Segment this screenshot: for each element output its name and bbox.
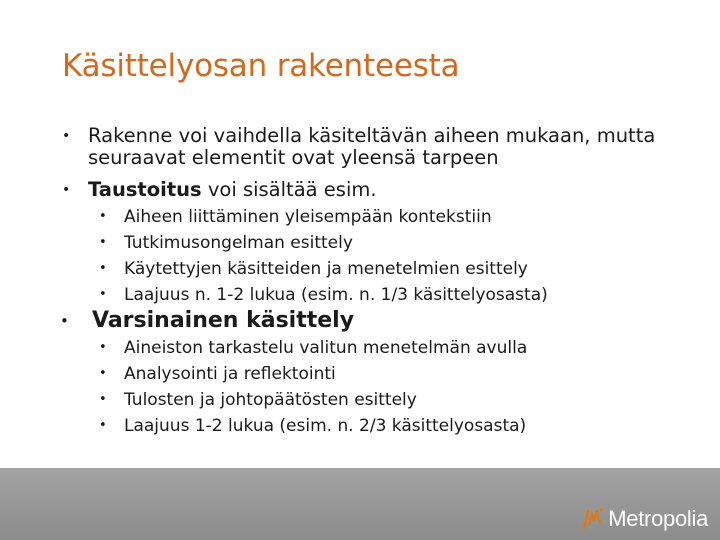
bullet-dot: •: [99, 287, 107, 302]
bullet-dot: •: [99, 209, 107, 224]
section1-item-text: Käytettyjen käsitteiden ja menetelmien esittely: [124, 259, 528, 279]
bullet-dot: •: [99, 340, 107, 355]
section2-heading-text: Varsinainen käsittely: [92, 308, 355, 333]
section1-item-text: Tutkimusongelman esittely: [124, 233, 353, 253]
list-item: [99, 338, 699, 358]
list-item: [99, 285, 699, 305]
metropolia-logo-text: Metropolia: [608, 506, 708, 531]
bullet-dot: •: [62, 182, 71, 198]
intro-bullet: [62, 125, 702, 169]
section2-item-text: Laajuus 1-2 lukua (esim. n. 2/3 käsittelyosasta): [124, 416, 527, 436]
bullet-dot: •: [99, 392, 107, 407]
section1-heading-suffix: voi sisältää esim.: [201, 178, 377, 201]
bullet-dot: •: [99, 235, 107, 250]
section1-heading: [62, 179, 702, 201]
metropolia-logo-icon: [582, 507, 604, 531]
bullet-dot: •: [99, 261, 107, 276]
list-item: [99, 233, 699, 253]
bullet-dot: •: [62, 128, 71, 144]
bullet-dot: •: [99, 418, 107, 433]
list-item: [99, 259, 699, 279]
section2-item-text: Aineiston tarkastelu valitun menetelmän avulla: [124, 338, 528, 358]
section2-item-text: Analysointi ja reflektointi: [124, 364, 336, 384]
list-item: [99, 416, 699, 436]
section1-item-text: Laajuus n. 1-2 lukua (esim. n. 1/3 käsittelyosasta): [124, 285, 548, 305]
footer-band: [0, 468, 720, 540]
section1-heading-bold: Taustoitus: [88, 178, 202, 201]
bullet-dot: •: [99, 366, 107, 381]
section1-item-text: Aiheen liittäminen yleisempään kontekstiin: [124, 207, 492, 227]
list-item: [99, 390, 699, 410]
metropolia-logo: [582, 506, 708, 532]
section2-heading: [60, 307, 660, 335]
slide-title: Käsittelyosan rakenteesta: [62, 48, 460, 84]
section2-item-text: Tulosten ja johtopäätösten esittely: [124, 390, 417, 410]
intro-bullet-text: Rakenne voi vaihdella käsiteltävän aiheen mukaan, mutta seuraavat elementit ovat yleensä tarpeen: [88, 124, 656, 169]
list-item: [99, 207, 699, 227]
list-item: [99, 364, 699, 384]
bullet-dot: •: [60, 312, 69, 330]
